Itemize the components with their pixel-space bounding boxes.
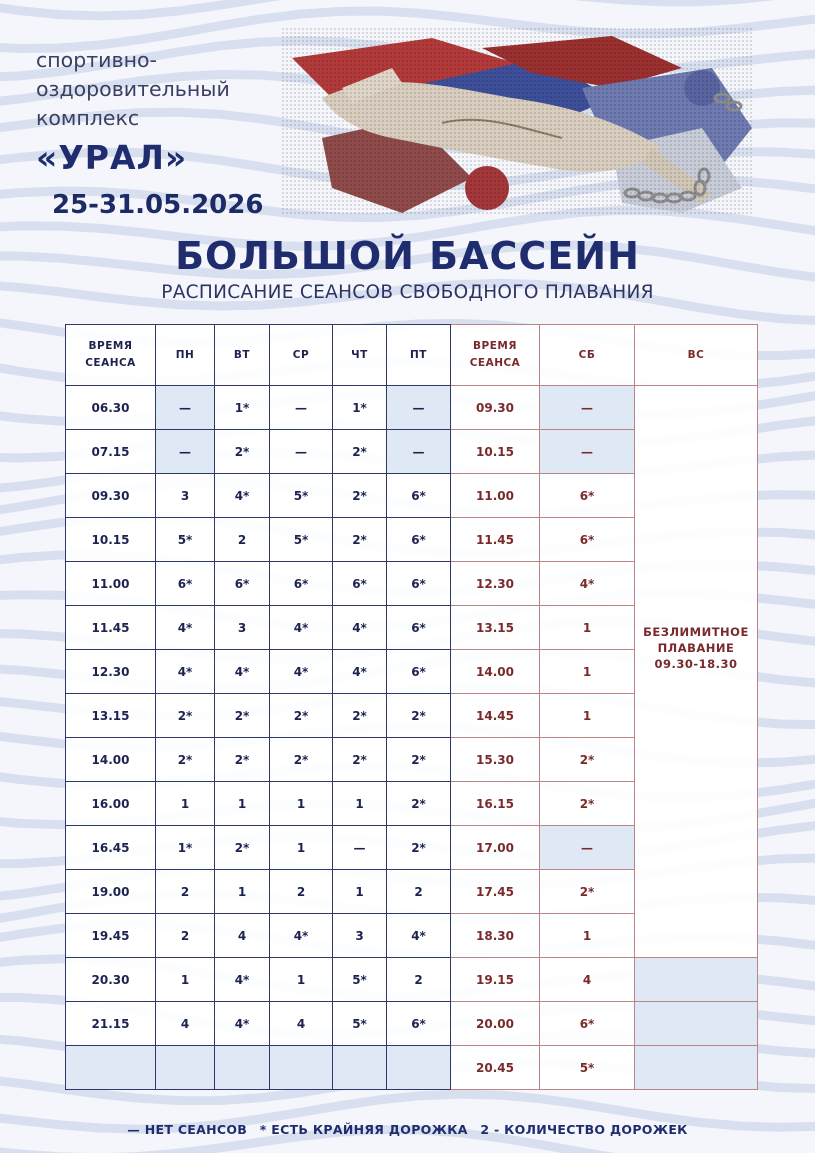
schedule-cell: 2* bbox=[540, 870, 635, 914]
schedule-cell: 19.45 bbox=[66, 914, 156, 958]
schedule-cell: 1 bbox=[540, 914, 635, 958]
schedule-cell: 09.30 bbox=[66, 474, 156, 518]
schedule-cell: 10.15 bbox=[451, 430, 540, 474]
schedule-cell: 5* bbox=[270, 474, 333, 518]
schedule-cell: 1 bbox=[540, 650, 635, 694]
schedule-cell: 2* bbox=[540, 738, 635, 782]
table-row bbox=[66, 1002, 758, 1046]
header-cell: ВРЕМЯ СЕАНСА bbox=[66, 325, 156, 386]
schedule-cell: 6* bbox=[540, 1002, 635, 1046]
table-row bbox=[66, 958, 758, 1002]
schedule-cell: 6* bbox=[387, 474, 451, 518]
schedule-cell: 18.30 bbox=[451, 914, 540, 958]
schedule-cell: 11.00 bbox=[66, 562, 156, 606]
schedule-cell: 10.15 bbox=[66, 518, 156, 562]
sunday-empty-cell bbox=[635, 1002, 758, 1046]
schedule-cell: — bbox=[387, 430, 451, 474]
schedule-cell: 2* bbox=[333, 694, 387, 738]
schedule-cell: 2 bbox=[215, 518, 270, 562]
schedule-cell: 20.30 bbox=[66, 958, 156, 1002]
schedule-cell: 11.45 bbox=[66, 606, 156, 650]
schedule-cell: 2* bbox=[333, 518, 387, 562]
legend-no-sessions: — НЕТ СЕАНСОВ bbox=[127, 1122, 248, 1137]
legend-lane-count: 2 - КОЛИЧЕСТВО ДОРОЖЕК bbox=[480, 1122, 688, 1137]
schedule-table bbox=[65, 324, 758, 1090]
schedule-cell: 4* bbox=[215, 474, 270, 518]
page-title: БОЛЬШОЙ БАССЕЙН bbox=[175, 234, 640, 278]
header-cell: ПН bbox=[156, 325, 215, 386]
brand-name: «УРАЛ» bbox=[36, 138, 188, 177]
schedule-cell: 5* bbox=[156, 518, 215, 562]
schedule-cell: 4* bbox=[156, 650, 215, 694]
schedule-cell: 12.30 bbox=[451, 562, 540, 606]
legend-edge-lane: * ЕСТЬ КРАЙНЯЯ ДОРОЖКА bbox=[259, 1122, 468, 1137]
schedule-cell: 14.45 bbox=[451, 694, 540, 738]
schedule-cell: — bbox=[270, 386, 333, 430]
schedule-cell: 2* bbox=[215, 694, 270, 738]
table-row bbox=[66, 386, 758, 430]
header-cell: ЧТ bbox=[333, 325, 387, 386]
sunday-unlimited-note: БЕЗЛИМИТНОЕ ПЛАВАНИЕ 09.30-18.30 bbox=[635, 386, 758, 958]
table-header-row bbox=[66, 325, 758, 386]
schedule-cell: — bbox=[333, 826, 387, 870]
schedule-cell: 4* bbox=[270, 606, 333, 650]
schedule-cell: 12.30 bbox=[66, 650, 156, 694]
schedule-cell: 6* bbox=[387, 650, 451, 694]
schedule-cell: — bbox=[156, 386, 215, 430]
header-cell: ВРЕМЯ СЕАНСА bbox=[451, 325, 540, 386]
schedule-cell: 14.00 bbox=[66, 738, 156, 782]
schedule-cell: 2* bbox=[333, 738, 387, 782]
schedule-cell: 06.30 bbox=[66, 386, 156, 430]
schedule-cell: 6* bbox=[387, 562, 451, 606]
date-range: 25-31.05.2026 bbox=[52, 190, 264, 220]
schedule-cell: 19.00 bbox=[66, 870, 156, 914]
schedule-cell: 5* bbox=[333, 1002, 387, 1046]
schedule-cell bbox=[387, 1046, 451, 1090]
schedule-cell: 17.00 bbox=[451, 826, 540, 870]
schedule-cell: 2* bbox=[387, 694, 451, 738]
header-cell: ПТ bbox=[387, 325, 451, 386]
schedule-cell: 2* bbox=[215, 430, 270, 474]
schedule-cell: 1 bbox=[540, 694, 635, 738]
schedule-cell: 5* bbox=[333, 958, 387, 1002]
schedule-cell: 1 bbox=[540, 606, 635, 650]
header-cell: ВС bbox=[635, 325, 758, 386]
schedule-cell: 4* bbox=[333, 650, 387, 694]
page-subtitle: РАСПИСАНИЕ СЕАНСОВ СВОБОДНОГО ПЛАВАНИЯ bbox=[161, 282, 654, 303]
sunday-empty-cell bbox=[635, 958, 758, 1002]
schedule-cell: 2 bbox=[387, 870, 451, 914]
schedule-cell: 07.15 bbox=[66, 430, 156, 474]
schedule-cell: 1 bbox=[156, 958, 215, 1002]
schedule-cell: 1 bbox=[333, 782, 387, 826]
schedule-cell: 13.15 bbox=[66, 694, 156, 738]
schedule-cell: 4* bbox=[333, 606, 387, 650]
schedule-cell: 4 bbox=[270, 1002, 333, 1046]
schedule-cell: 1 bbox=[333, 870, 387, 914]
schedule-cell: 4 bbox=[540, 958, 635, 1002]
schedule-cell bbox=[156, 1046, 215, 1090]
schedule-cell: 17.45 bbox=[451, 870, 540, 914]
schedule-cell: 09.30 bbox=[451, 386, 540, 430]
schedule-cell: 2 bbox=[156, 914, 215, 958]
schedule-cell: 4* bbox=[215, 650, 270, 694]
schedule-cell: 2 bbox=[270, 870, 333, 914]
schedule-cell: 6* bbox=[215, 562, 270, 606]
schedule-cell: 1 bbox=[270, 958, 333, 1002]
schedule-cell: — bbox=[270, 430, 333, 474]
schedule-cell bbox=[66, 1046, 156, 1090]
schedule-cell: 4 bbox=[156, 1002, 215, 1046]
org-line-2: оздоровительный bbox=[36, 77, 230, 101]
schedule-cell: 2* bbox=[215, 826, 270, 870]
schedule-cell: 21.15 bbox=[66, 1002, 156, 1046]
sunday-empty-cell bbox=[635, 1046, 758, 1090]
schedule-cell: 1 bbox=[215, 870, 270, 914]
schedule-cell: 2* bbox=[333, 430, 387, 474]
schedule-cell bbox=[270, 1046, 333, 1090]
mosaic-mural-image bbox=[282, 28, 752, 216]
schedule-cell: 20.45 bbox=[451, 1046, 540, 1090]
schedule-cell: 20.00 bbox=[451, 1002, 540, 1046]
header-cell: СР bbox=[270, 325, 333, 386]
schedule-cell: 2 bbox=[387, 958, 451, 1002]
organization-name bbox=[36, 46, 230, 133]
schedule-cell: 4* bbox=[270, 650, 333, 694]
schedule-cell: 4* bbox=[215, 958, 270, 1002]
schedule-cell: 2* bbox=[333, 474, 387, 518]
schedule-cell: 3 bbox=[215, 606, 270, 650]
schedule-cell: — bbox=[540, 430, 635, 474]
org-line-1: спортивно- bbox=[36, 48, 157, 72]
header-cell: СБ bbox=[540, 325, 635, 386]
schedule-cell: 2* bbox=[387, 738, 451, 782]
schedule-cell: 1 bbox=[215, 782, 270, 826]
schedule-cell: 2 bbox=[156, 870, 215, 914]
org-line-3: комплекс bbox=[36, 106, 140, 130]
schedule-cell: 16.00 bbox=[66, 782, 156, 826]
schedule-cell: 4* bbox=[215, 1002, 270, 1046]
schedule-cell: 1 bbox=[270, 826, 333, 870]
schedule-cell: — bbox=[540, 386, 635, 430]
schedule-cell: 2* bbox=[270, 738, 333, 782]
schedule-cell: 2* bbox=[387, 782, 451, 826]
schedule-cell: 4* bbox=[387, 914, 451, 958]
schedule-cell: — bbox=[540, 826, 635, 870]
schedule-cell bbox=[333, 1046, 387, 1090]
schedule-cell: 11.00 bbox=[451, 474, 540, 518]
schedule-cell: 6* bbox=[270, 562, 333, 606]
schedule-cell: 5* bbox=[270, 518, 333, 562]
legend bbox=[0, 1122, 815, 1137]
schedule-cell: 15.30 bbox=[451, 738, 540, 782]
schedule-cell: 6* bbox=[387, 518, 451, 562]
schedule-cell: 3 bbox=[156, 474, 215, 518]
schedule-cell: 4 bbox=[215, 914, 270, 958]
schedule-cell: 1 bbox=[156, 782, 215, 826]
schedule-cell: 13.15 bbox=[451, 606, 540, 650]
schedule-cell: 6* bbox=[387, 606, 451, 650]
schedule-cell: 14.00 bbox=[451, 650, 540, 694]
schedule-cell: 19.15 bbox=[451, 958, 540, 1002]
schedule-cell: 2* bbox=[156, 738, 215, 782]
schedule-cell: 4* bbox=[156, 606, 215, 650]
schedule-cell: 1* bbox=[215, 386, 270, 430]
schedule-cell: 6* bbox=[333, 562, 387, 606]
schedule-cell: 2* bbox=[156, 694, 215, 738]
schedule-cell: 6* bbox=[540, 518, 635, 562]
schedule-cell: 6* bbox=[387, 1002, 451, 1046]
schedule-cell: 1* bbox=[333, 386, 387, 430]
schedule-cell: 4* bbox=[540, 562, 635, 606]
schedule-cell: 16.45 bbox=[66, 826, 156, 870]
schedule-cell: 11.45 bbox=[451, 518, 540, 562]
schedule-cell: 3 bbox=[333, 914, 387, 958]
schedule-cell: 6* bbox=[540, 474, 635, 518]
schedule-cell: 6* bbox=[156, 562, 215, 606]
schedule-cell: 16.15 bbox=[451, 782, 540, 826]
schedule-cell: 2* bbox=[540, 782, 635, 826]
schedule-cell: 4* bbox=[270, 914, 333, 958]
schedule-cell: 1 bbox=[270, 782, 333, 826]
header-cell: ВТ bbox=[215, 325, 270, 386]
table-row bbox=[66, 1046, 758, 1090]
schedule-cell: — bbox=[156, 430, 215, 474]
schedule-cell: 5* bbox=[540, 1046, 635, 1090]
schedule-cell: — bbox=[387, 386, 451, 430]
schedule-cell: 1* bbox=[156, 826, 215, 870]
schedule-cell: 2* bbox=[387, 826, 451, 870]
schedule-cell: 2* bbox=[270, 694, 333, 738]
schedule-cell: 2* bbox=[215, 738, 270, 782]
schedule-cell bbox=[215, 1046, 270, 1090]
